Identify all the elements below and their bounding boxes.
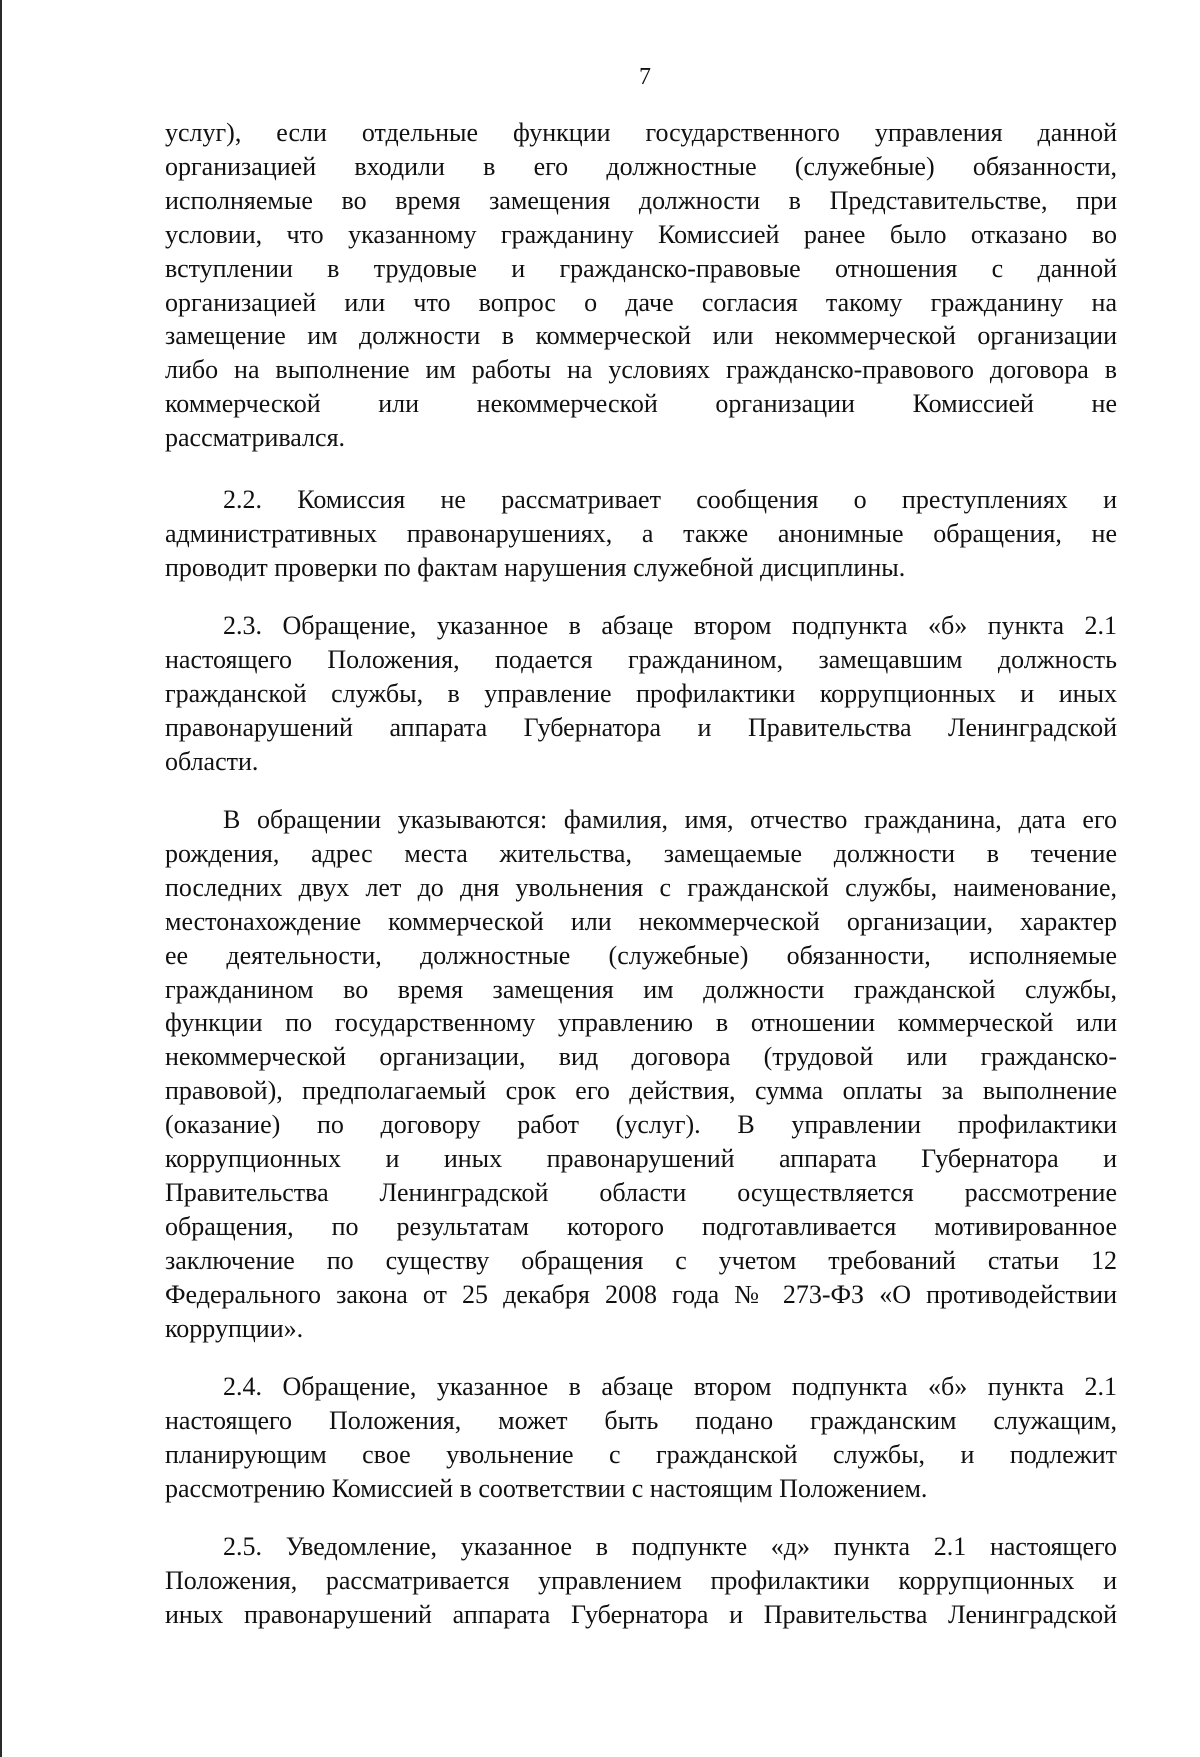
text-line: организацией входили в его должностные (служебные) обязанности, <box>165 151 1117 181</box>
text-line: коммерческой или некоммерческой организации Комиссией не <box>165 389 1117 419</box>
text-line: иных правонарушений аппарата Губернатора и Правительства Ленинградской <box>165 1599 1117 1629</box>
text-line: 2.2. Комиссия не рассматривает сообщения о преступлениях и <box>223 485 1117 514</box>
text-line: ее деятельности, должностные (служебные) обязанности, исполняемые <box>165 940 1117 970</box>
text-line: административных правонарушениях, а также анонимные обращения, не <box>165 518 1117 548</box>
text-line: функции по государственному управлению в отношении коммерческой или <box>165 1008 1117 1038</box>
text-line: рассматривался. <box>165 423 346 453</box>
text-line: обращения, по результатам которого подготавливается мотивированное <box>165 1211 1117 1241</box>
text-line: коррупции». <box>165 1313 304 1343</box>
paragraph-2-3 <box>165 609 1117 779</box>
text-line: исполняемые во время замещения должности в Представительстве, при <box>165 185 1117 215</box>
text-line: настоящего Положения, подается гражданином, замещавшим должность <box>165 644 1117 674</box>
text-line: В обращении указываются: фамилия, имя, отчество гражданина, дата его <box>223 805 1117 834</box>
text-line: настоящего Положения, может быть подано гражданским служащим, <box>165 1405 1117 1435</box>
text-line: коррупционных и иных правонарушений аппарата Губернатора и <box>165 1144 1117 1174</box>
text-line: гражданской службы, в управление профилактики коррупционных и иных <box>165 678 1117 708</box>
text-line: правонарушений аппарата Губернатора и Правительства Ленинградской <box>165 712 1117 742</box>
paragraph-continuation <box>165 116 1117 455</box>
paragraph-2-4 <box>165 1370 1117 1506</box>
text-line: гражданином во время замещения им должности гражданской службы, <box>165 974 1117 1004</box>
text-line: 2.5. Уведомление, указанное в подпункте «д» пункта 2.1 настоящего <box>223 1532 1117 1561</box>
paragraph-2-3-details <box>165 803 1117 1346</box>
text-line: рождения, адрес места жительства, замещаемые должности в течение <box>165 838 1117 868</box>
text-line: (оказание) по договору работ (услуг). В управлении профилактики <box>165 1110 1117 1140</box>
text-line: местонахождение коммерческой или некоммерческой организации, характер <box>165 906 1117 936</box>
text-line: Правительства Ленинградской области осуществляется рассмотрение <box>165 1177 1117 1207</box>
text-line: организацией или что вопрос о даче согласия такому гражданину на <box>165 287 1117 317</box>
text-line: вступлении в трудовые и гражданско-правовые отношения с данной <box>165 253 1117 283</box>
paragraph-2-5 <box>165 1530 1117 1632</box>
page-number: 7 <box>639 64 651 90</box>
text-line: услуг), если отдельные функции государственного управления данной <box>165 118 1117 147</box>
text-line: рассмотрению Комиссией в соответствии с настоящим Положением. <box>165 1473 928 1503</box>
text-line: проводит проверки по фактам нарушения служебной дисциплины. <box>165 552 906 582</box>
text-line: заключение по существу обращения с учетом требований статьи 12 <box>165 1245 1117 1275</box>
paragraph-2-2 <box>165 483 1117 585</box>
text-line: Положения, рассматривается управлением профилактики коррупционных и <box>165 1565 1117 1595</box>
text-line: правовой), предполагаемый срок его действия, сумма оплаты за выполнение <box>165 1076 1117 1106</box>
text-line: планирующим свое увольнение с гражданской службы, и подлежит <box>165 1439 1117 1469</box>
text-line: Федерального закона от 25 декабря 2008 года № 273-ФЗ «О противодействии <box>165 1279 1117 1309</box>
text-line: 2.4. Обращение, указанное в абзаце втором подпункта «б» пункта 2.1 <box>223 1372 1117 1401</box>
text-line: либо на выполнение им работы на условиях гражданско-правового договора в <box>165 355 1117 385</box>
text-line: условии, что указанному гражданину Комиссией ранее было отказано во <box>165 219 1117 249</box>
text-line: некоммерческой организации, вид договора (трудовой или гражданско- <box>165 1042 1117 1072</box>
text-line: 2.3. Обращение, указанное в абзаце втором подпункта «б» пункта 2.1 <box>223 611 1117 640</box>
scan-edge <box>0 0 2 1757</box>
text-line: области. <box>165 746 259 776</box>
text-line: последних двух лет до дня увольнения с гражданской службы, наименование, <box>165 872 1117 902</box>
text-line: замещение им должности в коммерческой или некоммерческой организации <box>165 321 1117 351</box>
